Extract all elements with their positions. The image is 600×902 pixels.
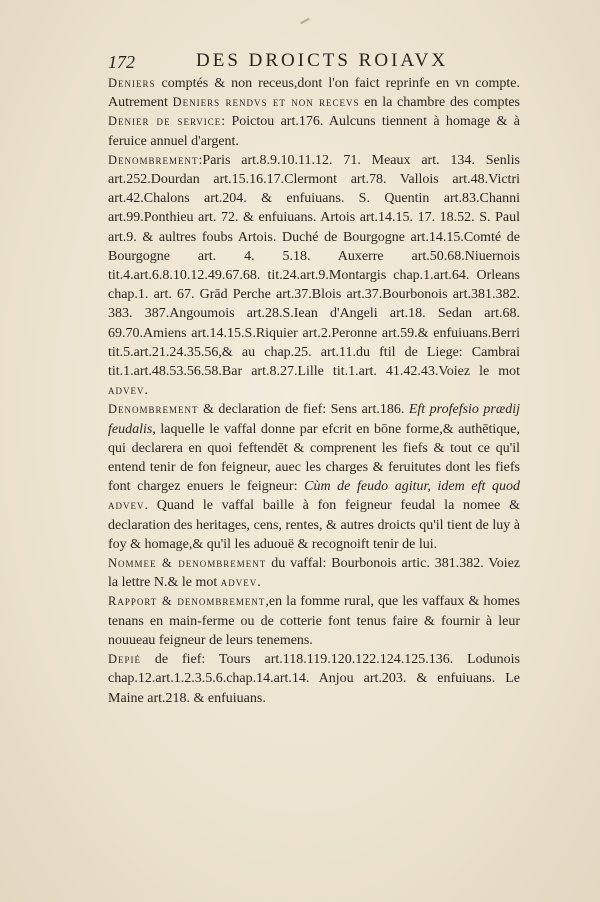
paper-mark: [300, 18, 310, 25]
paragraph: [108, 400, 520, 554]
text-run: : Poictou art.176. Aulcuns tiennent à homage & à feruice annuel d'argent.: [108, 114, 520, 149]
text-run: , laquelle le vaffal donne par efcrit en bōne forme,& authētique, qui declarera en quoi feftendēt & comprenent les fiefs & tout ce qu'il entend tenir de fon feigneur, auec les charges & feruitutes dont les fiefs font chargez enuers le feigneur:: [108, 421, 520, 495]
page-header: [108, 48, 528, 76]
paragraph: [108, 74, 520, 151]
text-run: .: [144, 383, 148, 399]
small-caps-term: advev: [220, 575, 258, 590]
small-caps-term: Rapport & denombrement: [108, 594, 266, 609]
small-caps-term: advev: [108, 498, 145, 513]
small-caps-term: Denombrement: [108, 152, 199, 167]
italic-text: Cùm de feudo agitur, idem eft quod: [304, 479, 520, 495]
paragraph: [108, 650, 520, 708]
text-run: & declaration de fief: Sens art.186.: [198, 402, 409, 418]
body-text: [108, 74, 520, 708]
text-run: du vaffal: Bourbonois artic. 381.382. Voiez la lettre N.& le mot: [108, 556, 521, 591]
text-run: en la chambre des comptes: [359, 95, 521, 111]
text-run: .: [257, 575, 261, 591]
small-caps-term: Denombrement: [108, 402, 199, 417]
running-title: DES DROICTS ROIAVX: [196, 50, 449, 71]
paragraph: [108, 151, 520, 401]
text-run: de fief: Tours art.118.119.120.122.124.125.136. Lodunois chap.12.art.1.2.3.5.6.chap.14.art.14. Anjou art.203. & enfuiuans. Le Maine art.218. & enfuiuans.: [108, 652, 520, 706]
italic-text: Eft profefsio prædij feudalis: [108, 402, 520, 437]
text-run: ,en la fomme rural, que les vaffaux & homes tenans en main-ferme ou de cotterie font tenus faire & fournir à leur nouueau feigneur de leurs tenemens.: [108, 594, 521, 648]
paragraph: [108, 592, 520, 650]
small-caps-term: Deniers rendvs et non recevs: [172, 95, 360, 110]
small-caps-term: Deniers: [108, 76, 156, 90]
text-run: . Quand le vaffal baille à fon feigneur feudal la nomee & declaration des heritages, cens, rentes, & autres droicts qu'il tient de luy à foy & homage,& qu'il les aduouë & recognoift tenir de lui.: [108, 498, 520, 552]
small-caps-term: Nommee & denombrement: [108, 556, 267, 571]
small-caps-term: Depié: [108, 652, 142, 667]
paragraph: [108, 554, 520, 592]
small-caps-term: Denier de service: [108, 114, 222, 129]
small-caps-term: advev: [108, 383, 145, 398]
page-number: 172: [108, 52, 135, 72]
text-run: comptés & non receus,dont l'on faict reprinfe en vn compte. Autrement: [108, 76, 520, 111]
text-run: :Paris art.8.9.10.11.12. 71. Meaux art. 134. Senlis art.252.Dourdan art.15.16.17.Clermont art.78. Vallois art.48.Victri art.42.Chalons art.204. & enfuiuans. S. Quentin art.83.Channi art.99.Ponthieu art. 72. & enfuiuans. Artois art.14.15. 17. 18.52. S. Paul art.9. & aultres foubs Artois. Duché de Bourgogne art.14.15.Comté de Bourgogne art. 4. 5.18. Auxerre art.50.68.Niuernois tit.4.art.6.8.10.12.49.67.68. tit.24.art.9.Montargis chap.1.art.64. Orleans chap.1. art. 67. Grād Perche art.37.Blois art.37.Bourbonois art.381.382. 383. 387.Angoumois art.28.S.Iean d'Angeli art.18. Sedan art.68. 69.70.Amiens art.14.15.S.Riquier art.2.Peronne art.59.& enfuiuans.Berri tit.5.art.21.24.35.56,& au chap.25. art.11.du ftil de Liege: Cambrai tit.1.art.48.53.56.58.Bar art.8.27.Lille tit.1.art. 41.42.43.Voiez le mot: [108, 152, 520, 380]
